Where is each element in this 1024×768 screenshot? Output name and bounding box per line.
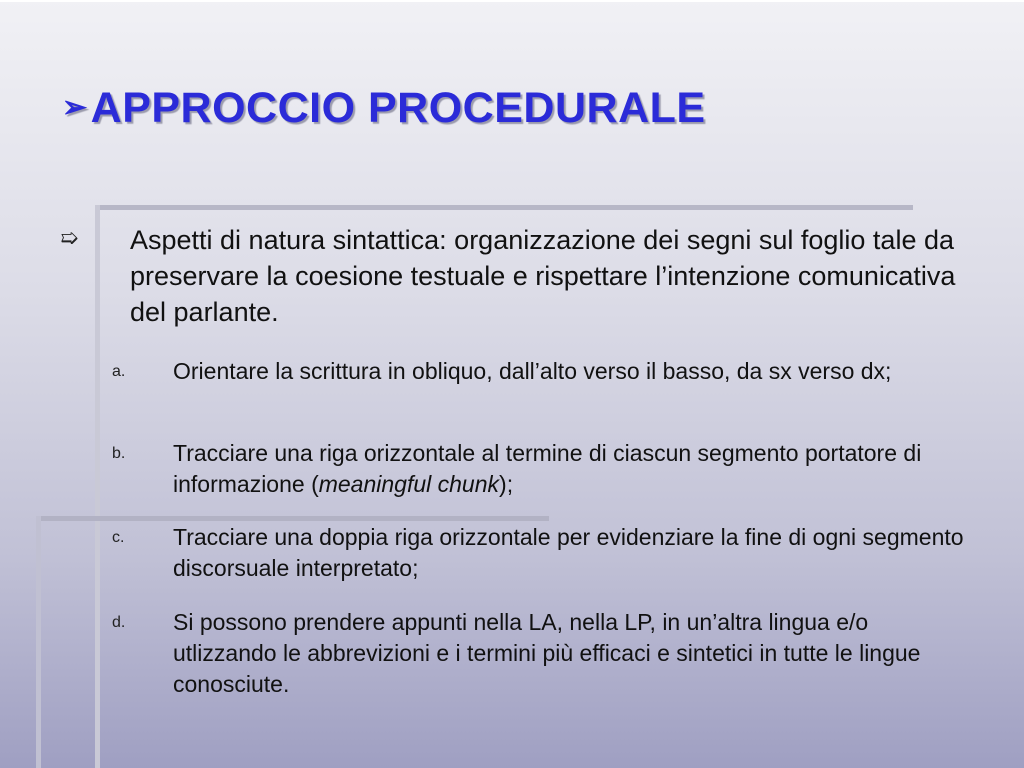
list-item-c xyxy=(112,522,972,584)
main-bullet xyxy=(60,222,990,330)
list-item-text-before: Tracciare una riga orizzontale al termine di ciascun segmento portatore di informazione ( xyxy=(173,440,922,497)
decorative-horizontal-bar-lower xyxy=(36,516,549,521)
list-item-text: Orientare la scrittura in obliquo, dall’alto verso il basso, da sx verso dx; xyxy=(173,358,892,384)
list-item-d xyxy=(112,607,972,700)
list-item-a xyxy=(112,356,972,387)
list-item-text: Tracciare una doppia riga orizzontale per evidenziare la fine di ogni segmento discorsuale interpretato; xyxy=(173,524,964,581)
top-edge-line xyxy=(0,0,1024,2)
list-item-text-italic: meaningful chunk xyxy=(318,471,500,497)
slide-title xyxy=(62,84,706,133)
decorative-vertical-bar-lower xyxy=(36,516,41,768)
main-bullet-text: Aspetti di natura sintattica: organizzazione dei segni sul foglio tale da preservare la coesione testuale e rispettare l’intenzione comunicativa del parlante. xyxy=(130,225,956,327)
list-item-text xyxy=(173,438,972,500)
list-item-text: Si possono prendere appunti nella LA, nella LP, in un’altra lingua e/o utlizzando le abbrevizioni e i termini più efficaci e sintetici in tutte le lingue conosciute. xyxy=(173,609,921,697)
list-item-label: d. xyxy=(112,614,126,631)
hollow-arrow-icon: ➯ xyxy=(60,226,79,251)
arrow-bullet-icon: ➢ xyxy=(62,91,88,124)
list-item-label: a. xyxy=(112,363,126,380)
list-item-b xyxy=(112,438,972,500)
list-item-label: b. xyxy=(112,445,126,462)
decorative-horizontal-bar xyxy=(95,205,913,210)
list-item-label: c. xyxy=(112,529,125,546)
list-item-text-after: ); xyxy=(499,471,514,497)
slide-title-text: APPROCCIO PROCEDURALE xyxy=(90,84,706,132)
